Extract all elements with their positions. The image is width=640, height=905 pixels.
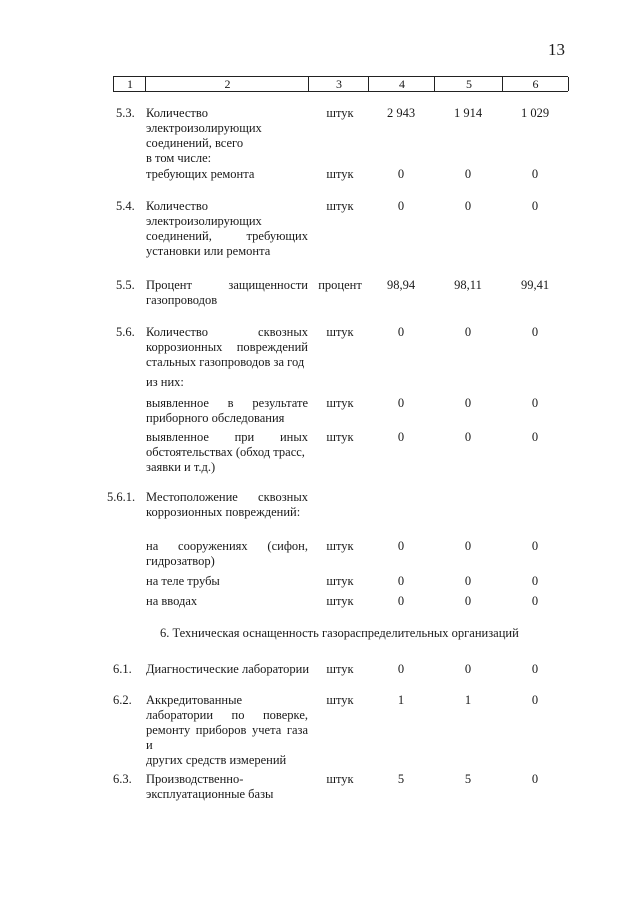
col-header-1: 1 <box>113 77 146 91</box>
row-label: Местоположение сквозных коррозионных повреждений: <box>146 490 308 519</box>
col-header-4: 4 <box>368 77 435 91</box>
unit-cell: штук <box>326 106 354 120</box>
subrow-label: из них: <box>146 375 184 389</box>
value-col4: 0 <box>397 574 405 588</box>
row-label: Процент защищенности газопроводов <box>146 278 308 307</box>
subrow-label: на сооружениях (сифон, гидрозатвор) <box>146 539 308 568</box>
value-col4: 0 <box>397 199 405 213</box>
value-col6: 0 <box>531 772 539 786</box>
value-col4: 0 <box>397 430 405 444</box>
value-col6: 0 <box>531 396 539 410</box>
row-number: 6.2. <box>113 693 132 707</box>
value-col6: 0 <box>531 574 539 588</box>
value-col5: 0 <box>464 167 472 181</box>
value-col5: 0 <box>464 594 472 608</box>
value-col6: 0 <box>531 430 539 444</box>
value-col5: 0 <box>464 539 472 553</box>
value-col5: 0 <box>464 396 472 410</box>
value-col5: 1 <box>464 693 472 707</box>
value-col4: 0 <box>397 325 405 339</box>
row-label: Диагностические лаборатории <box>146 662 310 676</box>
row-number: 6.3. <box>113 772 132 786</box>
row-number: 5.3. <box>116 106 135 120</box>
row-number: 6.1. <box>113 662 132 676</box>
row-label: Количество электроизолирующих соединений, всего в том числе: <box>146 106 262 165</box>
col-header-3: 3 <box>308 77 369 91</box>
col-header-6: 6 <box>502 77 569 91</box>
row-number: 5.4. <box>116 199 135 213</box>
value-col4: 5 <box>397 772 405 786</box>
value-col5: 0 <box>464 325 472 339</box>
unit-cell: штук <box>326 539 354 553</box>
value-col5: 5 <box>464 772 472 786</box>
value-col6: 99,41 <box>520 278 550 292</box>
unit-cell: штук <box>326 167 354 181</box>
value-col5: 0 <box>464 574 472 588</box>
value-col4: 0 <box>397 662 405 676</box>
value-col5: 98,11 <box>454 278 482 292</box>
col-header-5: 5 <box>434 77 503 91</box>
value-col6: 0 <box>531 199 539 213</box>
value-col6: 0 <box>531 662 539 676</box>
row-label: Количество сквозных коррозионных повреждений стальных газопроводов за год <box>146 325 308 369</box>
value-col4: 0 <box>397 396 405 410</box>
subrow-label: на теле трубы <box>146 574 220 588</box>
unit-cell: штук <box>326 430 354 444</box>
unit-cell: штук <box>326 574 354 588</box>
value-col5: 0 <box>464 430 472 444</box>
value-col4: 2 943 <box>386 106 416 120</box>
section-heading: 6. Техническая оснащенность газораспределительных организаций <box>160 626 519 640</box>
unit-cell: штук <box>326 396 354 410</box>
value-col6: 0 <box>531 167 539 181</box>
unit-cell: штук <box>326 199 354 213</box>
value-col6: 0 <box>531 594 539 608</box>
subrow-label: на вводах <box>146 594 198 608</box>
value-col6: 0 <box>531 325 539 339</box>
value-col4: 0 <box>397 594 405 608</box>
row-number: 5.6. <box>116 325 135 339</box>
value-col6: 0 <box>531 693 539 707</box>
col-header-2: 2 <box>145 77 309 91</box>
value-col5: 0 <box>464 199 472 213</box>
value-col4: 0 <box>397 539 405 553</box>
row-number: 5.6.1. <box>107 490 136 504</box>
column-header-row <box>113 76 568 92</box>
row-label: Аккредитованные лаборатории по поверке, ремонту приборов учета газа и других средств измерений <box>146 693 308 767</box>
unit-cell: штук <box>326 594 354 608</box>
value-col4: 0 <box>397 167 405 181</box>
value-col4: 1 <box>397 693 405 707</box>
value-col6: 0 <box>531 539 539 553</box>
unit-cell: процент <box>318 278 362 292</box>
row-label: Количество электроизолирующих соединений, требующих установки или ремонта <box>146 199 308 258</box>
subrow-label: выявленное при иных обстоятельствах (обход трасс, заявки и т.д.) <box>146 430 308 474</box>
page-number: 13 <box>548 40 565 59</box>
unit-cell: штук <box>326 325 354 339</box>
value-col5: 0 <box>464 662 472 676</box>
unit-cell: штук <box>326 662 354 676</box>
unit-cell: штук <box>326 693 354 707</box>
row-label: Производственно- эксплуатационные базы <box>146 772 274 801</box>
row-number: 5.5. <box>116 278 135 292</box>
unit-cell: штук <box>326 772 354 786</box>
subrow-label: требующих ремонта <box>146 167 255 181</box>
subrow-label: выявленное в результате приборного обследования <box>146 396 308 425</box>
value-col5: 1 914 <box>453 106 483 120</box>
value-col6: 1 029 <box>520 106 550 120</box>
value-col4: 98,94 <box>386 278 416 292</box>
